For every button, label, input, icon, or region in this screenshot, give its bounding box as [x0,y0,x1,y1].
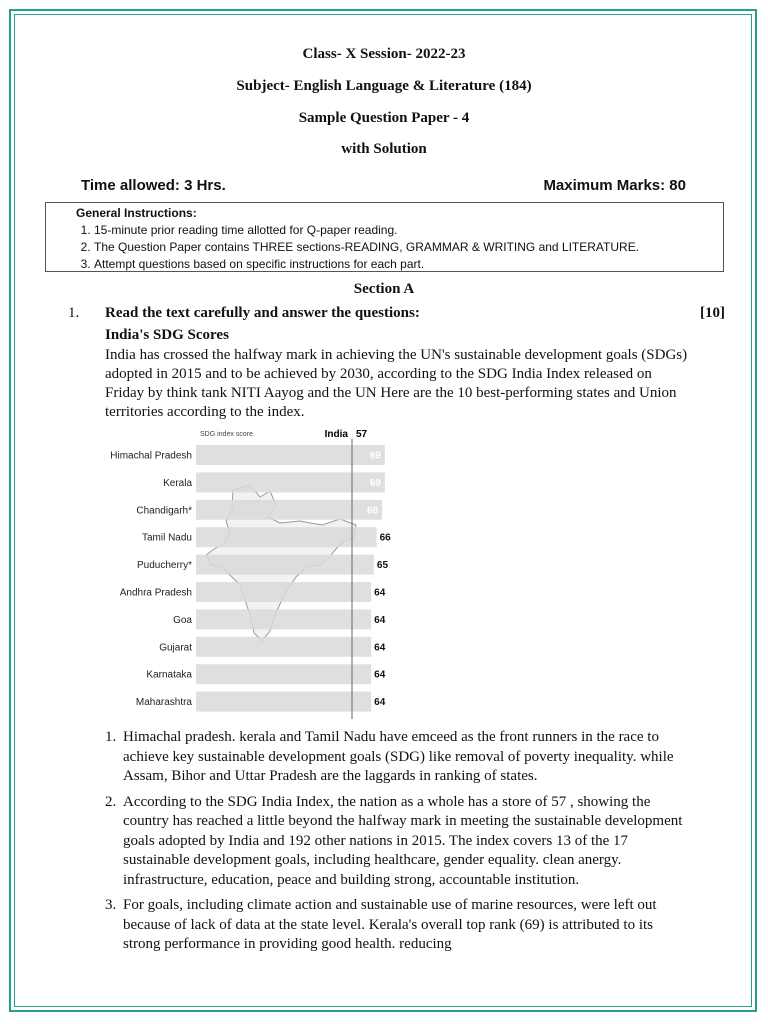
value-label: 69 [369,477,381,489]
chart-bar [196,500,382,520]
class-session-title: Class- X Session- 2022-23 [302,46,466,62]
category-label: Goa [173,614,192,626]
value-label: 65 [376,560,389,572]
reference-value-label: 57 [356,429,368,440]
value-label: 64 [374,614,386,626]
reference-label: India [324,429,348,440]
instruction-item: 2. The Question Paper contains THREE sections-READING, GRAMMAR & WRITING and LITERATURE. [94,239,723,256]
passage-title: India's SDG Scores [105,327,229,343]
chart-bar [196,555,374,575]
passage-point [105,793,693,891]
point-number: 2. [105,793,117,810]
category-label: Himachal Pradesh [110,450,192,462]
category-label: Tamil Nadu [141,532,192,544]
instructions-heading: General Instructions: [76,206,197,220]
chart-bar [196,472,385,492]
chart-bar [196,582,371,602]
value-label: 64 [374,669,386,681]
value-label: 69 [369,450,381,462]
value-label: 66 [379,532,391,544]
chart-bar [196,692,371,712]
question-marks: [10] [700,305,725,321]
category-label: Kerala [163,477,192,489]
category-label: Puducherry* [136,560,192,572]
passage-intro: India has crossed the halfway mark in achieving the UN's sustainable development goals (SDGs) adopted in 2015 and to be achieved by 2030, according to the SDG India Index released on Friday by think tank NITI Aayog and the UN Here are the 10 best-performing states and Union territories according to the index. [105,347,688,420]
question-number: 1. [68,305,80,321]
chart-bar [196,664,371,684]
point-number: 3. [105,897,117,913]
passage-point [105,728,693,787]
sdg-index-chart [100,425,400,720]
section-title: Section A [353,281,415,297]
point-text: For goals, including climate action and sustainable use of marine resources, were left out because of lack of data at the state level. Kerala's overall top rank (69) is attributed to its strong performance in providing good health. reducing [123,897,657,952]
category-label: Maharashtra [135,697,192,709]
chart-bar [196,445,385,465]
value-label: 64 [374,697,386,709]
value-label: 68 [366,505,379,517]
instruction-item: 1. 15-minute prior reading time allotted for Q-paper reading. [94,222,723,239]
point-number: 1. [105,729,117,745]
subject-title: Subject- English Language & Literature (184) [236,78,532,94]
solution-subtitle: with Solution [341,141,427,157]
category-label: Chandigarh* [136,505,192,517]
general-instructions-box [45,202,724,272]
chart-bar [196,637,371,657]
maximum-marks: Maximum Marks: 80 [543,177,686,194]
instruction-item: 3. Attempt questions based on specific instructions for each part. [94,256,723,273]
value-label: 64 [374,587,386,599]
chart-bar [196,609,371,629]
paper-title: Sample Question Paper - 4 [298,110,470,126]
chart-bar [196,527,377,547]
chart-axis-caption: SDG index score [200,431,253,438]
instructions-list [76,222,723,273]
value-label: 64 [374,642,386,654]
category-label: Karnataka [146,669,192,681]
point-text: According to the SDG India Index, the nation as a whole has a store of 57 , showing the country has reached a little beyond the halfway mark in meeting the sustainable development goals adopted by India and 192 other nations in 2015. The index covers 13 of the 17 sustainable development goals, including healthcare, gender equality. clean anergy. infrastructure, education, peace and building strong, accountable institution. [123,793,683,888]
passage-point [105,896,693,955]
question-text: Read the text carefully and answer the questions: [105,305,420,321]
passage-points [105,728,693,961]
category-label: Andhra Pradesh [119,587,192,599]
time-allowed: Time allowed: 3 Hrs. [81,177,226,194]
point-text: Himachal pradesh. kerala and Tamil Nadu have emceed as the front runners in the race to achieve key sustainable development goals (SDG) like removal of poverty inequality. while Assam, Bihor and Uttar Pradesh are the laggards in ranking of states. [123,729,674,784]
category-label: Gujarat [159,642,192,654]
